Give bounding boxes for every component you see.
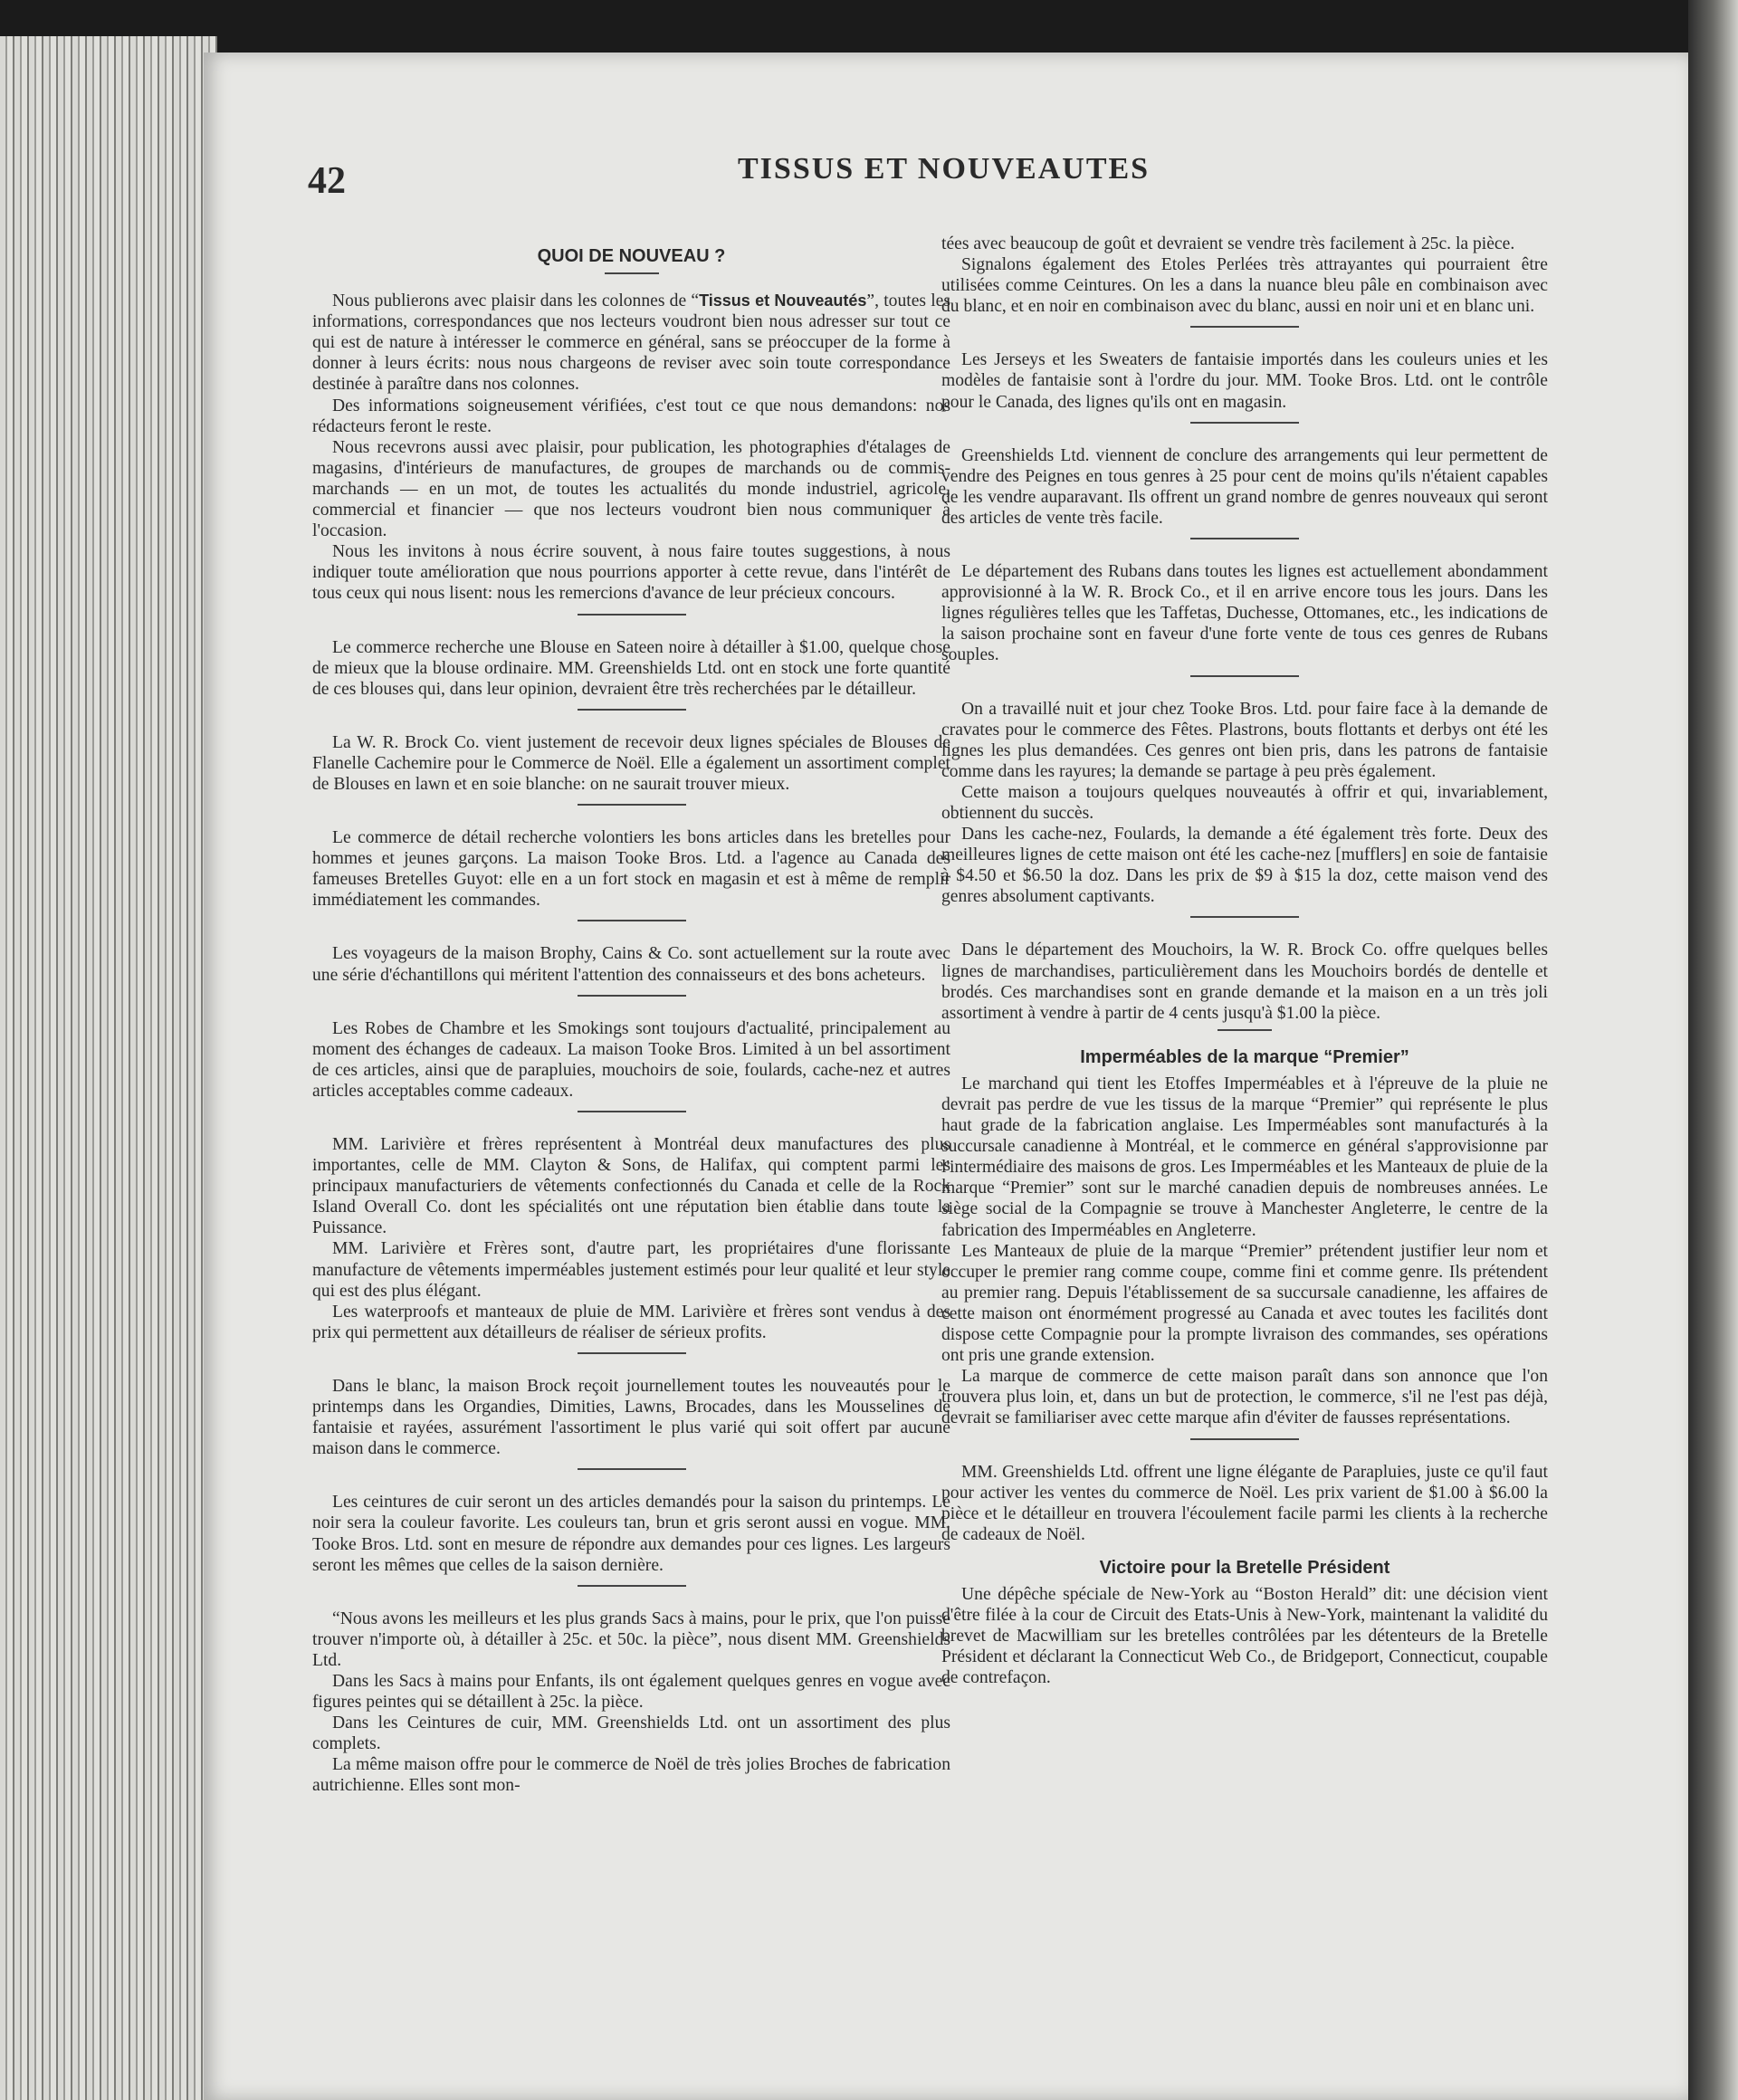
news-item: Signalons également des Etoles Perlées très attrayantes qui pourraient être utilisées comme Ceintures. On les a dans la nuance bleu pâle en combinaison avec du blanc, et en noir en combinaison avec du blanc, aussi en noir uni et en blanc uni.	[941, 255, 1548, 317]
news-item: Dans le département des Mouchoirs, la W. R. Brock Co. offre quelques belles lignes de marchandises, particulièrement dans les Mouchoirs bordés de dentelle et brodés. Ces marchandises sont en grande demande et la maison en a un très joli assortiment à vendre à partir de 4 cents jusqu'à $1.00 la pièce.	[941, 940, 1548, 1023]
news-item: Une dépêche spéciale de New-York au “Boston Herald” dit: une décision vient d'être filée à la cour de Circuit des Etats-Unis à New-York, maintenant la validité du brevet de Macwilliam sur les bretelles contrôlées par les détenteurs de la Bretelle Président et déclarant la Connecticut Web Co., de Bridgeport, Connecticut, coupable de contrefaçon.	[941, 1584, 1548, 1688]
divider	[578, 614, 686, 616]
news-item: Greenshields Ltd. viennent de conclure des arrangements qui leur permettent de vendre des Peignes en tous genres à 25 pour cent de moins qu'ils n'étaient capables de les vendre auparavant. Ils offrent un grand nombre de genres nouveaux qui seront des articles de vente très facile.	[941, 445, 1548, 528]
divider	[1190, 326, 1299, 328]
divider	[578, 1585, 686, 1587]
news-item: Les waterproofs et manteaux de pluie de MM. Larivière et frères sont vendus à des prix qui permettent aux détailleurs de réaliser de sérieux profits.	[312, 1302, 950, 1342]
book-page-edges	[0, 36, 217, 2100]
news-item: Les voyageurs de la maison Brophy, Cains & Co. sont actuellement sur la route avec une série d'échantillons qui méritent l'attention des connaisseurs et des bons acheteurs.	[312, 944, 950, 985]
news-item: Les Jerseys et les Sweaters de fantaisie importés dans les couleurs unies et les modèles de fantaisie sont à l'ordre du jour. MM. Tooke Bros. Ltd. ont le contrôle pour le Canada, des lignes qu'ils ont en magasin.	[941, 350, 1548, 412]
running-title: TISSUS ET NOUVEAUTES	[738, 152, 1151, 186]
news-item: “Nous avons les meilleurs et les plus grands Sacs à mains, pour le prix, que l'on puisse trouver n'importe où, à détailler à 25c. et 50c. la pièce”, nous disent MM. Greenshields Ltd.	[312, 1608, 950, 1670]
divider	[578, 804, 686, 806]
divider	[1190, 675, 1299, 677]
news-item: Le département des Rubans dans toutes les lignes est actuellement abondamment approvisionné à la W. R. Brock Co., et il en arrive encore tous les jours. Dans les lignes régulières telles que les Taffetas, Duchesse, Ottomanes, etc., les indications de la saison prochaine sont en faveur d'une forte vente de tous ces genres de Rubans souples.	[941, 562, 1548, 665]
left-column	[312, 243, 950, 1797]
news-item: MM. Greenshields Ltd. offrent une ligne élégante de Parapluies, juste ce qu'il faut pour activer les ventes du commerce de Noël. Les prix varient de $1.00 à $6.00 la pièce et le détailleur en trouvera l'écoulement facile parmi les clients à la recherche de cadeaux de Noël.	[941, 1462, 1548, 1544]
divider	[1190, 1438, 1299, 1440]
magazine-page	[204, 52, 1688, 2100]
facing-page-edge	[1688, 0, 1738, 2100]
news-item: Dans les Ceintures de cuir, MM. Greenshields Ltd. ont un assortiment des plus complets.	[312, 1713, 950, 1754]
news-item: La même maison offre pour le commerce de Noël de très jolies Broches de fabrication autrichienne. Elles sont mon-	[312, 1755, 950, 1796]
news-item: Le commerce de détail recherche volontiers les bons articles dans les bretelles pour hommes et jeunes garçons. La maison Tooke Bros. Ltd. a l'agence au Canada des fameuses Bretelles Guyot: elle en a un fort stock en magasin et est à même de remplir immédiatement les commandes.	[312, 828, 950, 911]
right-column	[941, 234, 1548, 1688]
divider	[578, 1468, 686, 1470]
divider	[578, 1352, 686, 1354]
news-item: MM. Larivière et frères représentent à Montréal deux manufactures des plus importantes, celle de MM. Clayton & Sons, de Halifax, qui comptent parmi les principaux manufacturiers de vêtements confectionnés du Canada et celle de la Rock Island Overall Co. dont les spécialités ont une réputation bien établie dans toute la Puissance.	[312, 1135, 950, 1238]
news-item: Les Robes de Chambre et les Smokings sont toujours d'actualité, principalement au moment des échanges de cadeaux. La maison Tooke Bros. Limited à un bel assortiment de ces articles, ainsi que de parapluies, mouchoirs de soie, foulards, cache-nez et autres articles acceptables comme cadeaux.	[312, 1018, 950, 1101]
news-item: Le commerce recherche une Blouse en Sateen noire à détailler à $1.00, quelque chose de mieux que la blouse ordinaire. MM. Greenshields Ltd. ont en stock une forte quantité de ces blouses qui, dans leur opinion, devraient être très recherchées par le détailleur.	[312, 637, 950, 699]
news-item: Les ceintures de cuir seront un des articles demandés pour la saison du printemps. Le noir sera la couleur favorite. Les couleurs tan, brun et gris seront aussi en vogue. MM. Tooke Bros. Ltd. sont en mesure de répondre aux demandes pour ces lignes. Les largeurs seront les mêmes que celles de la saison dernière.	[312, 1493, 950, 1575]
news-item: La W. R. Brock Co. vient justement de recevoir deux lignes spéciales de Blouses de Flanelle Cachemire pour le Commerce de Noël. Elle a également un assortiment complet de Blouses en lawn et en soie blanche: on ne saurait trouver mieux.	[312, 732, 950, 794]
section-heading: Imperméables de la marque “Premier”	[1080, 1046, 1409, 1067]
news-item: Les Manteaux de pluie de la marque “Premier” prétendent justifier leur nom et occuper le premier rang comme coupe, comme fini et comme genre. Ils prétendent au premier rang. Depuis l'établissement de sa succursale canadienne, les affaires de cette maison ont énormément progressé au Canada et avec toutes les facilités dont dispose cette Compagnie pour la prompte livraison des commandes, ses opérations ont pris une grande extension.	[941, 1241, 1548, 1366]
news-item: La marque de commerce de cette maison paraît dans son annonce que l'on trouvera plus loin, et, dans un but de protection, le commerce, s'il ne l'est pas déjà, devrait se familiariser avec cette marque afin d'éviter de fausses représentations.	[941, 1367, 1548, 1428]
divider	[578, 920, 686, 921]
divider	[1190, 422, 1299, 424]
news-item: Cette maison a toujours quelques nouveautés à offrir et qui, invariablement, obtiennent du succès.	[941, 782, 1548, 823]
intro-paragraph: Nous publierons avec plaisir dans les colonnes de “Tissus et Nouveautés”, toutes les informations, correspondances que nos lecteurs voudront bien nous adresser sur tout ce qui est de nature à intéresser le commerce en général, sans se préoccuper de la forme à donner à leurs écrits: nous nous chargeons de reviser avec soin toute correspondance destinée à paraître dans nos colonnes.	[312, 291, 950, 395]
divider	[605, 272, 659, 274]
page-number: 42	[308, 160, 346, 202]
intro-paragraph: Nous les invitons à nous écrire souvent, à nous faire toutes suggestions, à nous indiquer toute amélioration que nous pourrions apporter à cette revue, dans l'intérêt de tous ceux qui nous lisent: nous les remercions d'avance de leur précieux concours.	[312, 542, 950, 604]
intro-paragraph: Des informations soigneusement vérifiées, c'est tout ce que nous demandons: nos rédacteurs feront le reste.	[312, 396, 950, 436]
news-item: On a travaillé nuit et jour chez Tooke Bros. Ltd. pour faire face à la demande de cravates pour le commerce des Fêtes. Plastrons, bouts flottants et derbys ont été les lignes les plus demandées. Ces genres ont bien pris, dans les patrons de fantaisie comme dans les rayures; la demande se partage à peu près également.	[941, 699, 1548, 781]
section-heading: Victoire pour la Bretelle Président	[1099, 1557, 1390, 1578]
news-item: Dans les cache-nez, Foulards, la demande a été également très forte. Deux des meilleures lignes de cette maison ont été les cache-nez [mufflers] en soie de fantaisie à $4.50 et $6.50 la doz. Dans les prix de $9 à $15 la doz, cette maison vend des genres absolument captivants.	[941, 825, 1548, 907]
divider	[578, 709, 686, 711]
section-heading: QUOI DE NOUVEAU ?	[537, 246, 726, 266]
news-item-continued: tées avec beaucoup de goût et devraient se vendre très facilement à 25c. la pièce.	[941, 234, 1515, 253]
divider	[1190, 916, 1299, 918]
news-item: MM. Larivière et Frères sont, d'autre part, les propriétaires d'une florissante manufacture de vêtements imperméables justement estimés pour leur qualité et leur style qui est des plus élégant.	[312, 1239, 950, 1301]
news-item: Dans le blanc, la maison Brock reçoit journellement toutes les nouveautés pour le printemps dans les Organdies, Dimities, Lawns, Brocades, dans les Mousselines de fantaisie et rayées, assurément l'assortiment le plus varié qui soit offert par aucune maison dans le commerce.	[312, 1376, 950, 1459]
divider	[1218, 1029, 1272, 1031]
divider	[578, 995, 686, 997]
news-item: Le marchand qui tient les Etoffes Imperméables et à l'épreuve de la pluie ne devrait pas perdre de vue les tissus de la marque “Premier” qui représente le plus haut grade de la fabrication anglaise. Les Imperméables sont manufacturés à la succursale canadienne à Montréal, et le commerce en général s'approvisionne par l'intermédiaire des maisons de gros. Les Imperméables et les Manteaux de pluie de la marque “Premier” sont sur le marché canadien depuis de nombreuses années. Le siège social de la Compagnie se trouve à Manchester Angleterre, le centre de la fabrication des Imperméables en Angleterre.	[941, 1074, 1548, 1240]
divider	[578, 1111, 686, 1112]
intro-paragraph: Nous recevrons aussi avec plaisir, pour publication, les photographies d'étalages de magasins, d'intérieurs de manufactures, de groupes de marchands ou de commis-marchands — en un mot, de toutes les actualités du monde industriel, agricole, commercial et financier — que nos lecteurs voudront bien nous communiquer à l'occasion.	[312, 437, 950, 541]
divider	[1190, 538, 1299, 539]
news-item: Dans les Sacs à mains pour Enfants, ils ont également quelques genres en vogue avec figures peintes qui se détaillent à 25c. la pièce.	[312, 1671, 950, 1713]
